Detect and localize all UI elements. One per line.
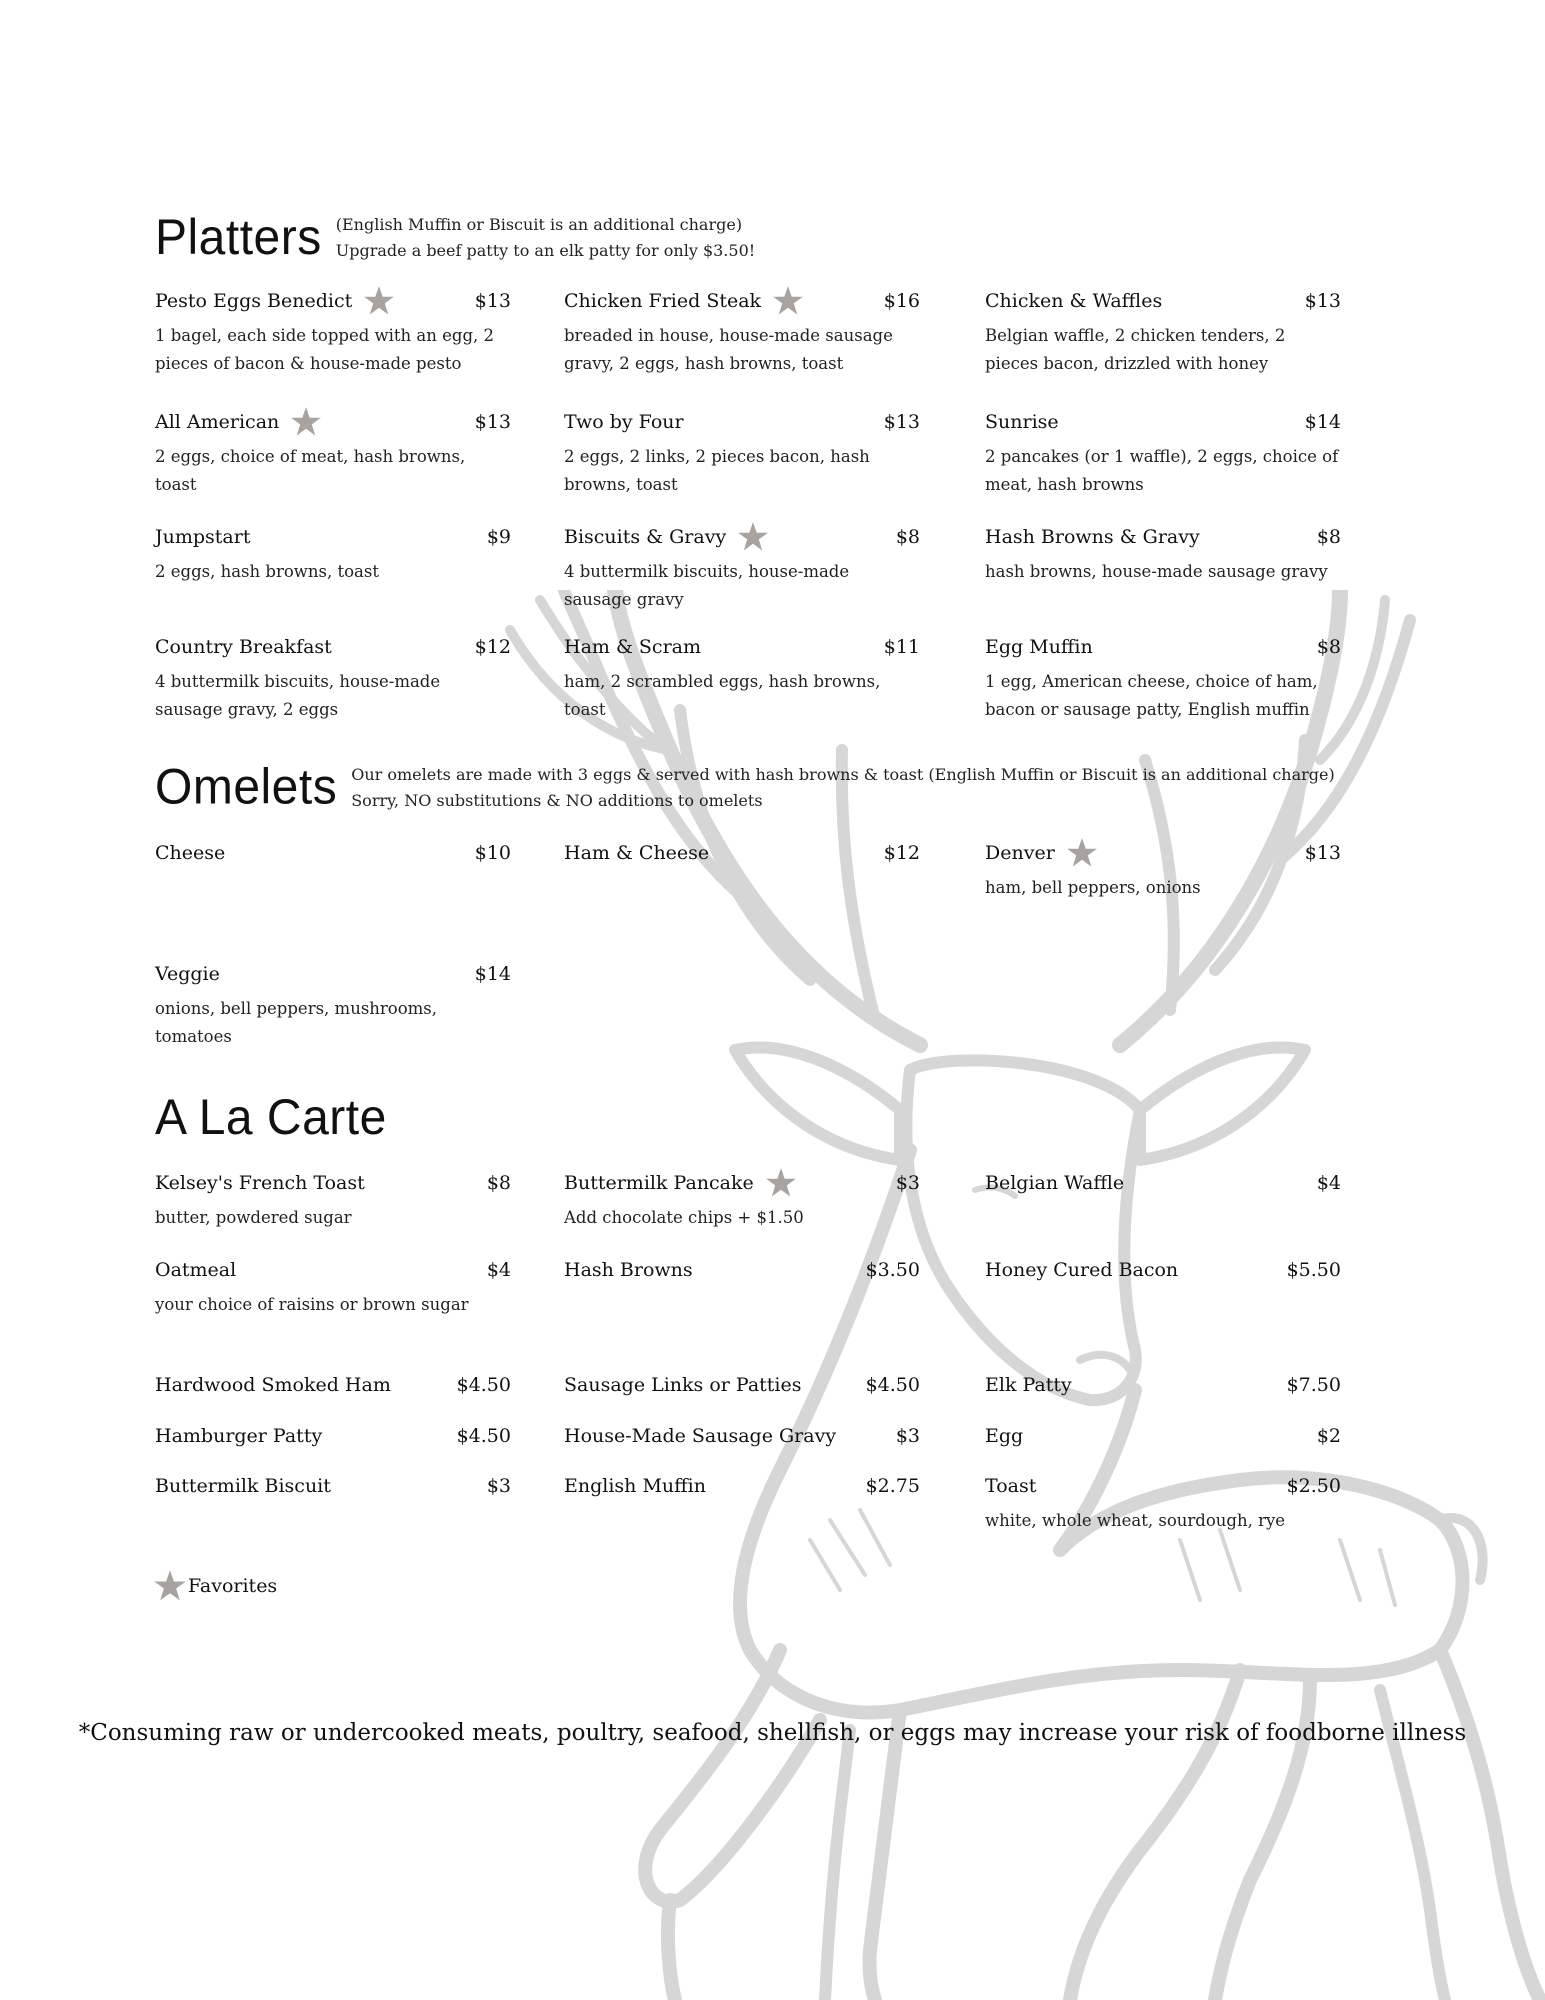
item-header xyxy=(985,1255,1341,1285)
platters-notes xyxy=(336,212,755,264)
menu-item-sausage-links-or-patties xyxy=(564,1370,920,1400)
omelets-title: Omelets xyxy=(155,759,338,816)
item-price: $10 xyxy=(474,842,511,864)
a-la-carte-title: A La Carte xyxy=(155,1089,387,1146)
item-description: 4 buttermilk biscuits, house-made sausage gravy xyxy=(564,562,850,609)
star-icon xyxy=(771,284,805,318)
favorites-legend xyxy=(152,1568,277,1604)
item-header xyxy=(155,1471,511,1501)
menu-item-egg-muffin xyxy=(985,632,1341,724)
menu-item-hash-browns-and-gravy xyxy=(985,522,1341,586)
menu-item-chicken-fried-steak xyxy=(564,286,920,378)
item-description: 2 eggs, 2 links, 2 pieces bacon, hash browns, toast xyxy=(564,447,870,494)
item-name: Egg xyxy=(985,1425,1024,1447)
item-name: Ham & Cheese xyxy=(564,842,710,864)
menu-item-chicken-and-waffles xyxy=(985,286,1341,378)
menu-item-house-made-sausage-gravy xyxy=(564,1421,920,1451)
item-header xyxy=(155,286,511,316)
item-header xyxy=(155,1370,511,1400)
menu-item-buttermilk-pancake xyxy=(564,1168,920,1232)
item-name: Hamburger Patty xyxy=(155,1425,323,1447)
item-name: Elk Patty xyxy=(985,1374,1072,1396)
food-safety-disclaimer: *Consuming raw or undercooked meats, poultry, seafood, shellfish, or eggs may increase your risk of foodborne illness xyxy=(78,1720,1467,1746)
item-description: 1 egg, American cheese, choice of ham, bacon or sausage patty, English muffin xyxy=(985,672,1318,719)
item-description: white, whole wheat, sourdough, rye xyxy=(985,1511,1286,1530)
item-name: House-Made Sausage Gravy xyxy=(564,1425,837,1447)
star-icon xyxy=(362,284,396,318)
menu-item-sunrise xyxy=(985,407,1341,499)
item-header xyxy=(985,838,1341,868)
item-name: Hash Browns & Gravy xyxy=(985,526,1200,548)
item-description: 2 pancakes (or 1 waffle), 2 eggs, choice of meat, hash browns xyxy=(985,447,1339,494)
item-header xyxy=(985,407,1341,437)
item-price: $13 xyxy=(883,411,920,433)
item-price: $4 xyxy=(1316,1172,1341,1194)
item-description: Add chocolate chips + $1.50 xyxy=(564,1208,804,1227)
menu-item-egg xyxy=(985,1421,1341,1451)
item-header xyxy=(564,286,920,316)
menu-item-pesto-eggs-benedict xyxy=(155,286,511,378)
menu-item-denver xyxy=(985,838,1341,902)
item-name: Buttermilk Pancake xyxy=(564,1172,754,1194)
item-price: $8 xyxy=(1316,526,1341,548)
item-header xyxy=(155,407,511,437)
item-description: 4 buttermilk biscuits, house-made sausage gravy, 2 eggs xyxy=(155,672,441,719)
star-icon xyxy=(1065,836,1099,870)
item-price: $2 xyxy=(1316,1425,1341,1447)
item-price: $11 xyxy=(883,636,920,658)
item-header xyxy=(564,1168,920,1198)
platters-header xyxy=(155,209,756,266)
menu-item-belgian-waffle xyxy=(985,1168,1341,1198)
item-name: Belgian Waffle xyxy=(985,1172,1125,1194)
item-header xyxy=(564,632,920,662)
item-header xyxy=(564,838,920,868)
item-price: $2.50 xyxy=(1286,1475,1341,1497)
item-name: Biscuits & Gravy xyxy=(564,526,727,548)
menu-item-ham-and-cheese xyxy=(564,838,920,868)
item-description: Belgian waffle, 2 chicken tenders, 2 pieces bacon, drizzled with honey xyxy=(985,326,1286,373)
item-description: your choice of raisins or brown sugar xyxy=(155,1295,469,1314)
item-description: butter, powdered sugar xyxy=(155,1208,352,1227)
item-header xyxy=(564,1421,920,1451)
item-price: $3 xyxy=(895,1425,920,1447)
item-price: $9 xyxy=(486,526,511,548)
item-price: $8 xyxy=(486,1172,511,1194)
item-price: $13 xyxy=(474,290,511,312)
item-price: $12 xyxy=(883,842,920,864)
item-name: Denver xyxy=(985,842,1055,864)
item-name: Honey Cured Bacon xyxy=(985,1259,1179,1281)
item-header xyxy=(985,632,1341,662)
item-header xyxy=(155,522,511,552)
item-price: $13 xyxy=(1304,842,1341,864)
item-header xyxy=(155,632,511,662)
item-price: $14 xyxy=(1304,411,1341,433)
item-name: Sunrise xyxy=(985,411,1059,433)
menu-item-kelsey-s-french-toast xyxy=(155,1168,511,1232)
item-header xyxy=(564,1370,920,1400)
item-price: $16 xyxy=(883,290,920,312)
item-header xyxy=(155,959,511,989)
item-price: $7.50 xyxy=(1286,1374,1341,1396)
favorites-label: Favorites xyxy=(188,1575,278,1597)
item-price: $3.50 xyxy=(865,1259,920,1281)
item-name: Egg Muffin xyxy=(985,636,1093,658)
item-header xyxy=(985,286,1341,316)
menu-item-biscuits-and-gravy xyxy=(564,522,920,614)
a-la-carte-header xyxy=(155,1089,387,1146)
menu-item-jumpstart xyxy=(155,522,511,586)
item-header xyxy=(985,1168,1341,1198)
omelets-note-2: Sorry, NO substitutions & NO additions to omelets xyxy=(351,791,763,810)
item-description: onions, bell peppers, mushrooms, tomatoes xyxy=(155,999,438,1046)
item-description: 2 eggs, hash browns, toast xyxy=(155,562,379,581)
item-price: $13 xyxy=(1304,290,1341,312)
item-header xyxy=(985,1370,1341,1400)
item-header xyxy=(564,522,920,552)
item-header xyxy=(564,1255,920,1285)
menu-item-veggie xyxy=(155,959,511,1051)
item-price: $4 xyxy=(486,1259,511,1281)
omelets-notes xyxy=(351,762,1335,814)
omelets-header xyxy=(155,759,1335,816)
item-name: All American xyxy=(155,411,280,433)
item-price: $4.50 xyxy=(456,1374,511,1396)
item-price: $14 xyxy=(474,963,511,985)
item-name: Hash Browns xyxy=(564,1259,693,1281)
item-name: Jumpstart xyxy=(155,526,251,548)
item-price: $3 xyxy=(895,1172,920,1194)
item-header xyxy=(155,1421,511,1451)
item-name: Country Breakfast xyxy=(155,636,332,658)
item-price: $3 xyxy=(486,1475,511,1497)
star-icon xyxy=(152,1568,188,1604)
item-name: Hardwood Smoked Ham xyxy=(155,1374,391,1396)
menu-item-oatmeal xyxy=(155,1255,511,1319)
item-header xyxy=(155,1255,511,1285)
item-name: Toast xyxy=(985,1475,1037,1497)
item-header xyxy=(985,1421,1341,1451)
platters-note-1: (English Muffin or Biscuit is an additional charge) xyxy=(335,215,743,234)
item-description: 1 bagel, each side topped with an egg, 2 pieces of bacon & house-made pesto xyxy=(155,326,495,373)
item-name: English Muffin xyxy=(564,1475,706,1497)
menu-item-toast xyxy=(985,1471,1341,1535)
item-header xyxy=(564,407,920,437)
item-price: $8 xyxy=(1316,636,1341,658)
item-name: Pesto Eggs Benedict xyxy=(155,290,353,312)
menu-item-honey-cured-bacon xyxy=(985,1255,1341,1285)
menu-item-hash-browns xyxy=(564,1255,920,1285)
menu-item-english-muffin xyxy=(564,1471,920,1501)
item-header xyxy=(985,1471,1341,1501)
item-price: $4.50 xyxy=(865,1374,920,1396)
menu-item-ham-and-scram xyxy=(564,632,920,724)
menu-item-hardwood-smoked-ham xyxy=(155,1370,511,1400)
item-name: Ham & Scram xyxy=(564,636,701,658)
item-description: 2 eggs, choice of meat, hash browns, toast xyxy=(155,447,466,494)
item-header xyxy=(564,1471,920,1501)
menu-item-two-by-four xyxy=(564,407,920,499)
menu-item-country-breakfast xyxy=(155,632,511,724)
star-icon xyxy=(736,520,770,554)
item-name: Two by Four xyxy=(564,411,684,433)
item-price: $13 xyxy=(474,411,511,433)
item-price: $4.50 xyxy=(456,1425,511,1447)
star-icon xyxy=(764,1166,798,1200)
item-description: ham, bell peppers, onions xyxy=(985,878,1201,897)
item-price: $8 xyxy=(895,526,920,548)
item-price: $5.50 xyxy=(1286,1259,1341,1281)
item-description: hash browns, house-made sausage gravy xyxy=(985,562,1328,581)
item-name: Buttermilk Biscuit xyxy=(155,1475,331,1497)
menu-item-buttermilk-biscuit xyxy=(155,1471,511,1501)
item-header xyxy=(155,838,511,868)
item-header xyxy=(155,1168,511,1198)
item-description: ham, 2 scrambled eggs, hash browns, toast xyxy=(564,672,881,719)
platters-note-2: Upgrade a beef patty to an elk patty for only $3.50! xyxy=(335,241,756,260)
item-header xyxy=(985,522,1341,552)
menu-item-cheese xyxy=(155,838,511,868)
item-name: Sausage Links or Patties xyxy=(564,1374,802,1396)
item-name: Oatmeal xyxy=(155,1259,237,1281)
menu-item-all-american xyxy=(155,407,511,499)
item-description: breaded in house, house-made sausage gravy, 2 eggs, hash browns, toast xyxy=(564,326,893,373)
omelets-note-1: Our omelets are made with 3 eggs & served with hash browns & toast (English Muffin or Biscuit is an additional charge) xyxy=(351,765,1335,784)
item-name: Chicken & Waffles xyxy=(985,290,1163,312)
item-name: Veggie xyxy=(155,963,220,985)
menu-item-hamburger-patty xyxy=(155,1421,511,1451)
item-name: Chicken Fried Steak xyxy=(564,290,762,312)
item-price: $2.75 xyxy=(865,1475,920,1497)
platters-title: Platters xyxy=(155,209,322,266)
item-name: Kelsey's French Toast xyxy=(155,1172,365,1194)
item-name: Cheese xyxy=(155,842,226,864)
item-price: $12 xyxy=(474,636,511,658)
menu-item-elk-patty xyxy=(985,1370,1341,1400)
star-icon xyxy=(289,405,323,439)
